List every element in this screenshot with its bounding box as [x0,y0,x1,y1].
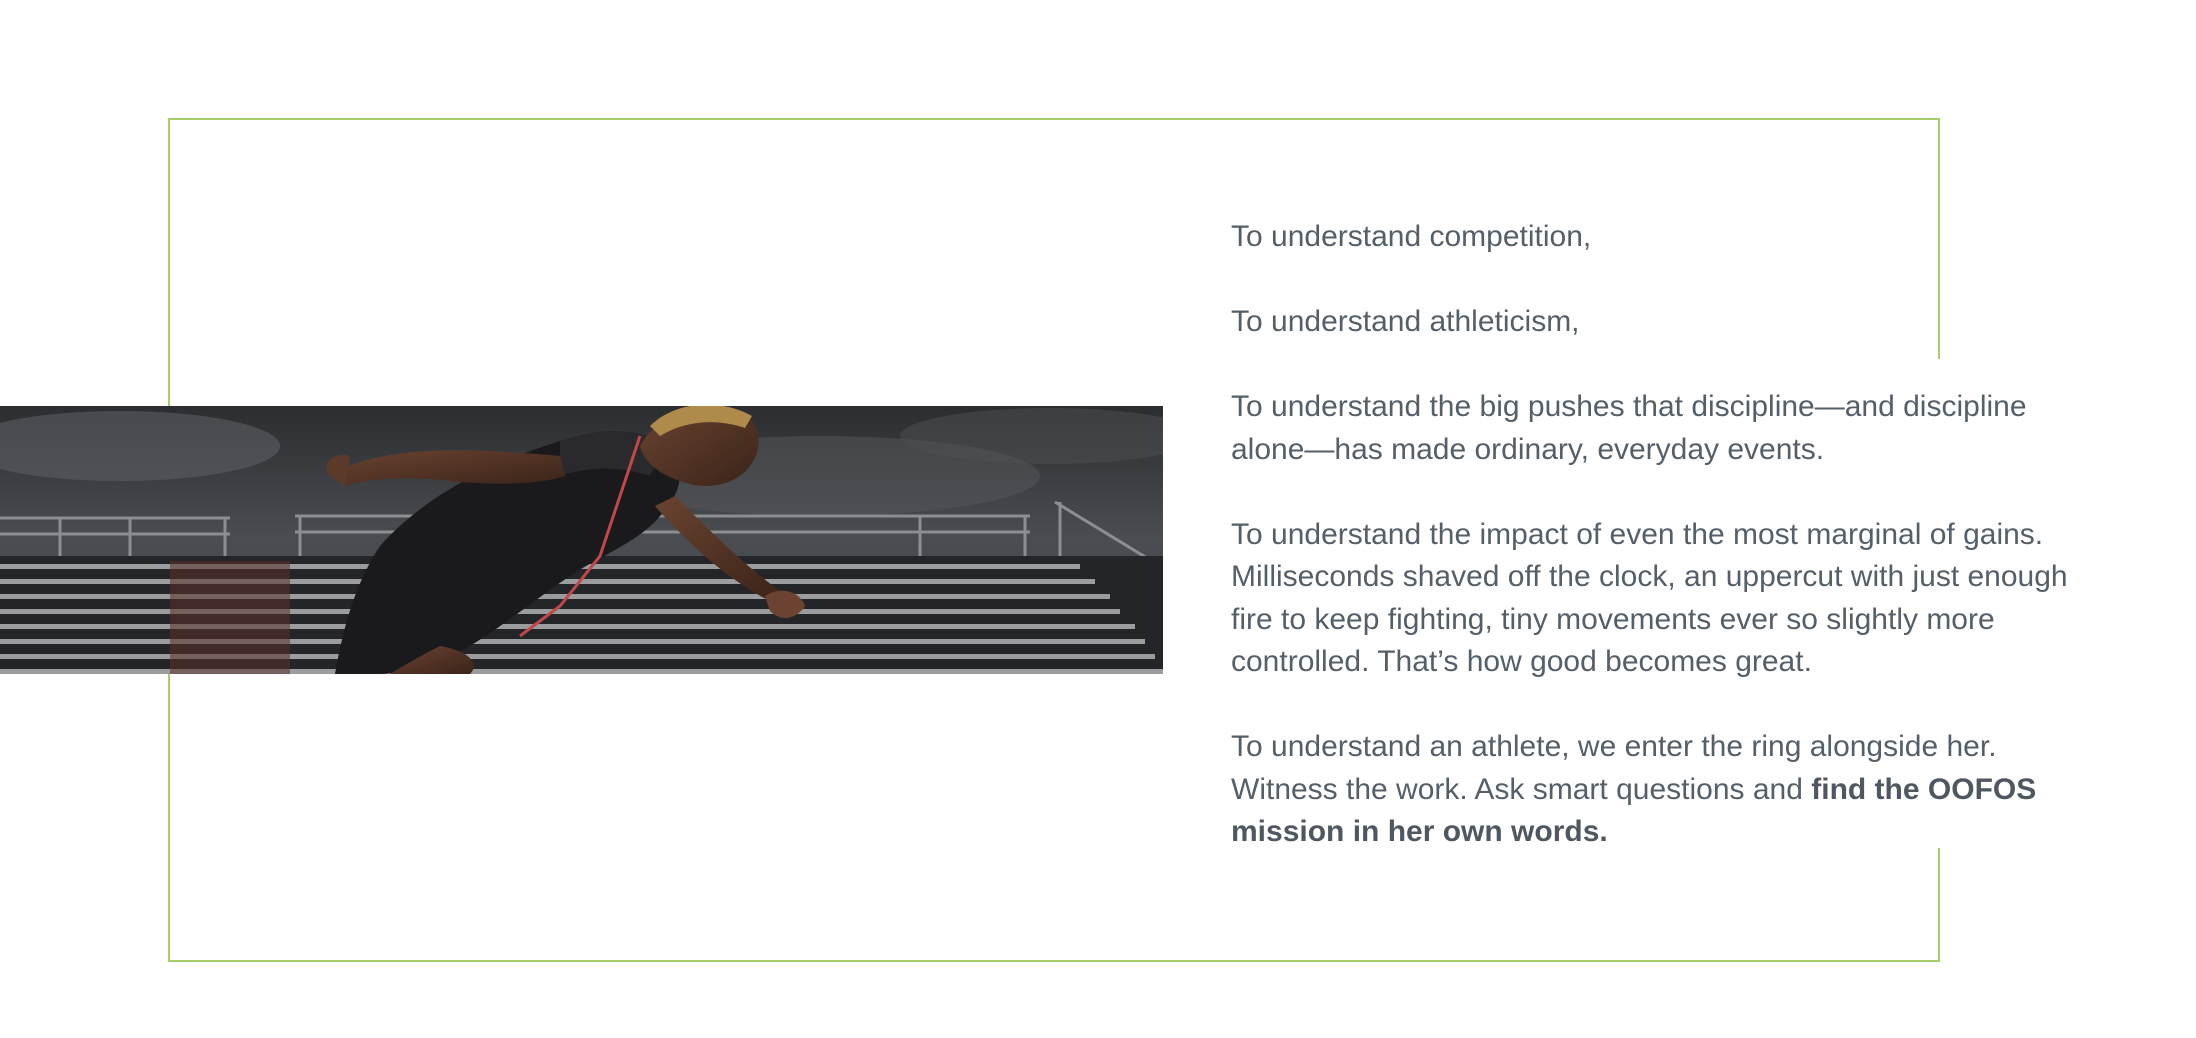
frame-bottom-line [168,960,1940,962]
paragraph-athlete-lead: To understand an athlete, we enter the ring alongside her. Witness the work. Ask smart questions and [1231,730,1997,806]
frame-right-line-lower [1938,848,1940,962]
paragraph-athleticism: To understand athleticism, [1231,305,1580,338]
paragraph-athlete-emphasis: find the OOFOS mission in her own words. [1231,772,2037,848]
paragraph-competition: To understand competition, [1231,220,1592,253]
frame-top-line [168,118,1940,120]
sprinter-photo [0,406,1163,674]
paragraph-athlete [1231,726,2091,854]
intro-copy [1231,216,2091,854]
paragraph-marginal-gains: To understand the impact of even the most marginal of gains. Milliseconds shaved off the clock, an uppercut with just enough fire to keep fighting, tiny movements ever so slightly more controlled. That’s how good becomes great. [1231,517,2068,678]
paragraph-discipline: To understand the big pushes that discipline—and discipline alone—has made ordinary, everyday events. [1231,390,2027,466]
